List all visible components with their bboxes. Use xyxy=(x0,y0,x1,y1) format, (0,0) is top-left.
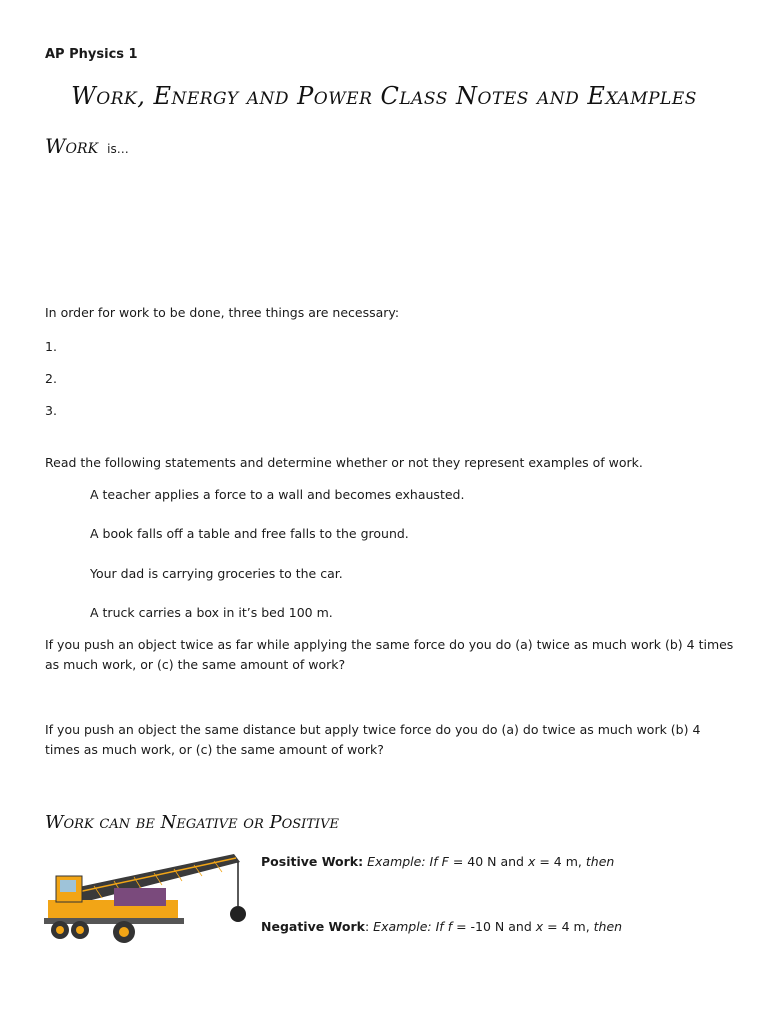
negative-var-x: x xyxy=(535,919,544,934)
work-heading-suffix: is… xyxy=(107,142,129,156)
statement-item: A book falls off a table and free falls to the ground. xyxy=(90,526,409,541)
negative-eq-f: = -10 N and xyxy=(456,919,532,934)
course-label: AP Physics 1 xyxy=(45,47,138,62)
negative-work-label: Negative Work xyxy=(261,919,365,934)
statement-item: A truck carries a box in it’s bed 100 m. xyxy=(90,605,333,620)
negative-example-word: Example: xyxy=(373,919,432,934)
question-force: If you push an object the same distance but apply twice force do you do (a) do twice as much work (b) 4 times as much work, or (c) the same amount of work? xyxy=(45,722,701,757)
work-heading-word: Work xyxy=(45,134,99,158)
statement-item: Your dad is carrying groceries to the car. xyxy=(90,566,343,581)
negative-then: then xyxy=(593,919,623,934)
negative-if: If xyxy=(435,919,444,934)
positive-example-word: Example: xyxy=(367,854,426,869)
sign-section-heading: Work can be Negative or Positive xyxy=(45,812,339,833)
necessary-item-1: 1. xyxy=(45,339,57,354)
positive-work-label: Positive Work: xyxy=(261,854,364,869)
negative-colon: : xyxy=(364,919,370,934)
statement-item: A teacher applies a force to a wall and becomes exhausted. xyxy=(90,487,465,502)
necessary-item-2: 2. xyxy=(45,371,57,386)
negative-eq-x: = 4 m, xyxy=(547,919,590,934)
positive-eq-f: = 40 N and xyxy=(452,854,524,869)
positive-if: If xyxy=(429,854,438,869)
work-definition-heading xyxy=(45,134,129,158)
positive-work-example xyxy=(261,854,614,869)
page-title: Work, Energy and Power Class Notes and Examples xyxy=(71,82,697,110)
necessary-item-3: 3. xyxy=(45,403,57,418)
necessary-intro: In order for work to be done, three things are necessary: xyxy=(45,305,400,320)
positive-var-x: x xyxy=(527,854,536,869)
crane-truck-image xyxy=(44,848,250,948)
question-distance: If you push an object twice as far while applying the same force do you do (a) twice as much work (b) 4 times as much work, or (c) the same amount of work? xyxy=(45,637,734,672)
negative-var-f: f xyxy=(447,919,453,934)
positive-eq-x: = 4 m, xyxy=(539,854,582,869)
positive-var-f: F xyxy=(441,854,449,869)
statements-intro: Read the following statements and determine whether or not they represent examples of work. xyxy=(45,455,643,470)
negative-work-example xyxy=(261,919,622,934)
positive-then: then xyxy=(585,854,615,869)
